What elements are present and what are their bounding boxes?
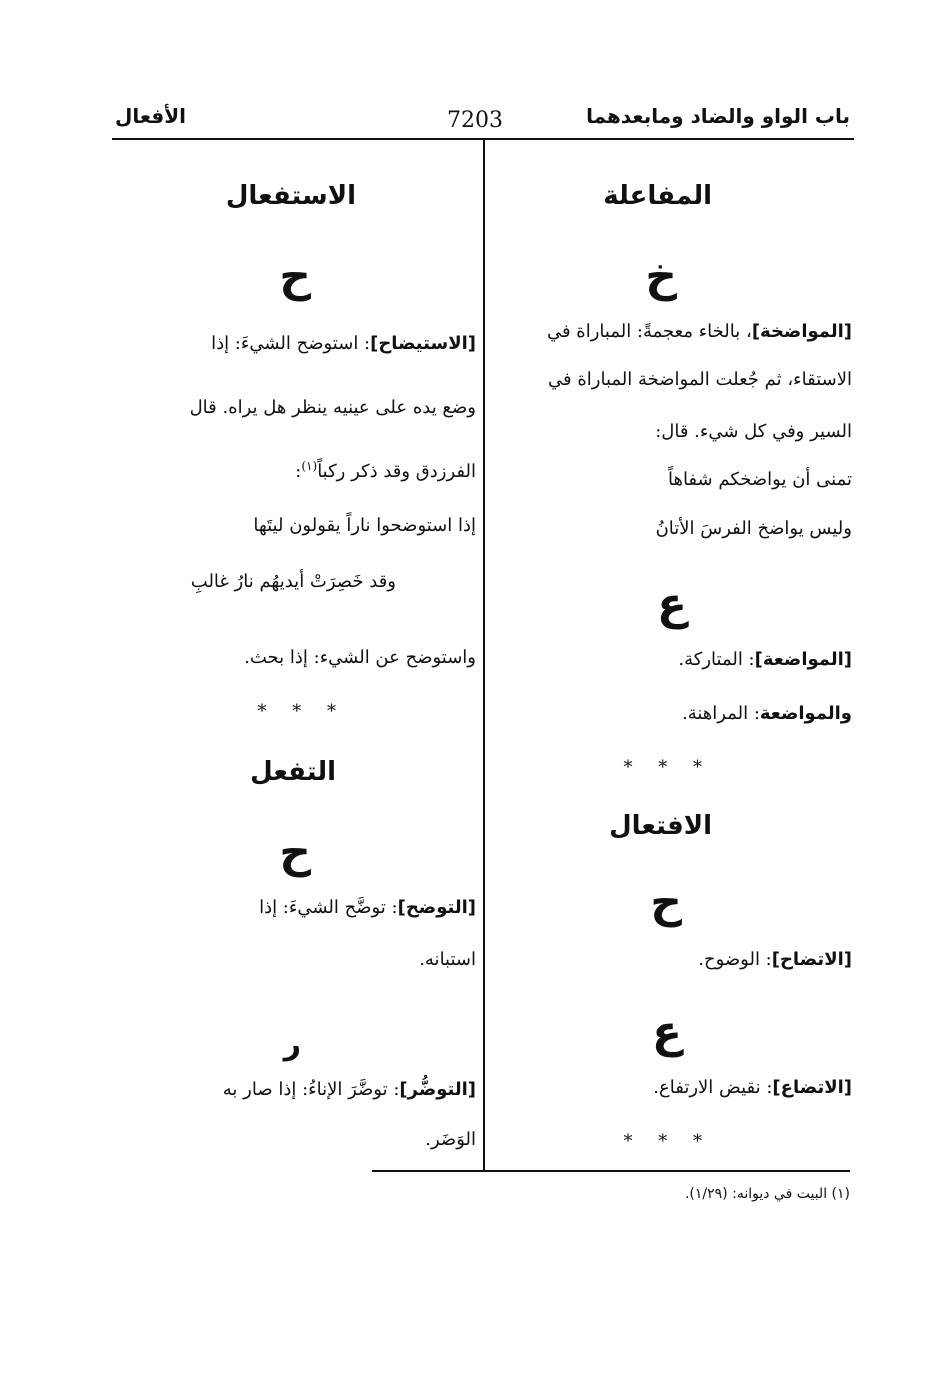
entry-text: ، بالخاء معجمةً: المباراة في	[546, 321, 752, 342]
entry-text: : الوضوح.	[698, 949, 772, 970]
entry-text: : توضَّرَ الإناءُ: إذا صار به	[222, 1079, 400, 1100]
verse-line1: إذا استوضحوا ناراً يقولون ليتَها	[253, 515, 476, 536]
entry-text: : المراهنة.	[681, 703, 760, 724]
entry-term: [الاتضاع]	[772, 1077, 852, 1098]
letter-heading-ain: ع	[656, 579, 687, 630]
right-column	[492, 140, 852, 1170]
entry-istidah-line1	[110, 330, 476, 358]
page-number: 7203	[447, 108, 503, 133]
verse-line2: وقد خَصِرَتْ أيديهُم نارُ غالبِ	[190, 571, 396, 592]
entry-text: :	[295, 461, 302, 482]
section-title-iftiaal: الافتعال	[609, 811, 712, 841]
entry-istidah-line3	[110, 452, 476, 486]
entry-text: : نقيض الارتفاع.	[653, 1077, 773, 1098]
verse-line2: وليس يواضخ الفرسَ الأتانُ	[655, 518, 852, 539]
entry-mawadaa-2	[492, 700, 852, 728]
column-divider	[483, 140, 485, 1172]
footnote-reference: (١)	[301, 459, 318, 473]
letter-heading-ha: ح	[279, 251, 311, 302]
entry-tawaddur-line1	[110, 1076, 476, 1104]
entry-istidah-line2: وضع يده على عينيه ينظر هل يراه. قال	[189, 397, 476, 418]
letter-heading-ha-2: ح	[279, 827, 311, 878]
footnote-rule	[372, 1170, 850, 1172]
letter-heading-ra: ر	[283, 1027, 301, 1062]
entry-mawadakha-line1	[492, 318, 852, 346]
entry-text: : استوضح الشيءَ: إذا	[211, 333, 371, 354]
entry-mawadakha-line2: الاستقاء، ثم جُعلت المواضخة المباراة في	[548, 369, 852, 390]
running-header-left: الأفعال	[115, 104, 186, 128]
letter-heading-kha: خ	[645, 251, 677, 302]
entry-ittidaa	[492, 1074, 852, 1102]
entry-text: : توضَّح الشيءَ: إذا	[259, 897, 398, 918]
entry-ittidah	[492, 946, 852, 974]
section-separator: * * *	[623, 1131, 712, 1152]
entry-tawaddah-line2: استبانه.	[419, 949, 476, 970]
section-separator: * * *	[623, 757, 712, 778]
section-title-tafaul: التفعل	[250, 757, 336, 787]
entry-tawaddah-line1	[110, 894, 476, 922]
entry-mawadakha-line3: السير وفي كل شيء. قال:	[655, 421, 852, 442]
entry-term: [المواضعة]	[754, 649, 852, 670]
entry-tawaddur-line2: الوَضَر.	[425, 1129, 476, 1150]
section-title-istifaal: الاستفعال	[225, 181, 356, 211]
entry-term: [التوضُّر]	[399, 1079, 476, 1100]
entry-text: الفرزدق وقد ذكر ركباً	[317, 461, 476, 482]
verse-line1: تمنى أن يواضخكم شفاهاً	[667, 469, 852, 490]
entry-term: والمواضعة	[759, 703, 852, 724]
section-title-mufaala: المفاعلة	[603, 181, 712, 211]
left-column	[110, 140, 476, 1170]
section-separator: * * *	[257, 701, 346, 722]
letter-heading-ha: ح	[650, 877, 682, 928]
entry-mawadaa-1	[492, 646, 852, 674]
entry-term: [الاتضاح]	[771, 949, 852, 970]
entry-text: : المتاركة.	[678, 649, 755, 670]
entry-istidah-line4: واستوضح عن الشيء: إذا بحث.	[244, 647, 476, 668]
entry-term: [الاستيضاح]	[370, 333, 476, 354]
entry-term: [التوضح]	[397, 897, 476, 918]
entry-term: [المواضخة]	[751, 321, 852, 342]
running-header-right: باب الواو والضاد ومابعدهما	[586, 104, 850, 128]
letter-heading-ain-2: ع	[651, 1007, 682, 1058]
footnote: (١) البيت في ديوانه: (١/٢٩).	[684, 1186, 850, 1202]
